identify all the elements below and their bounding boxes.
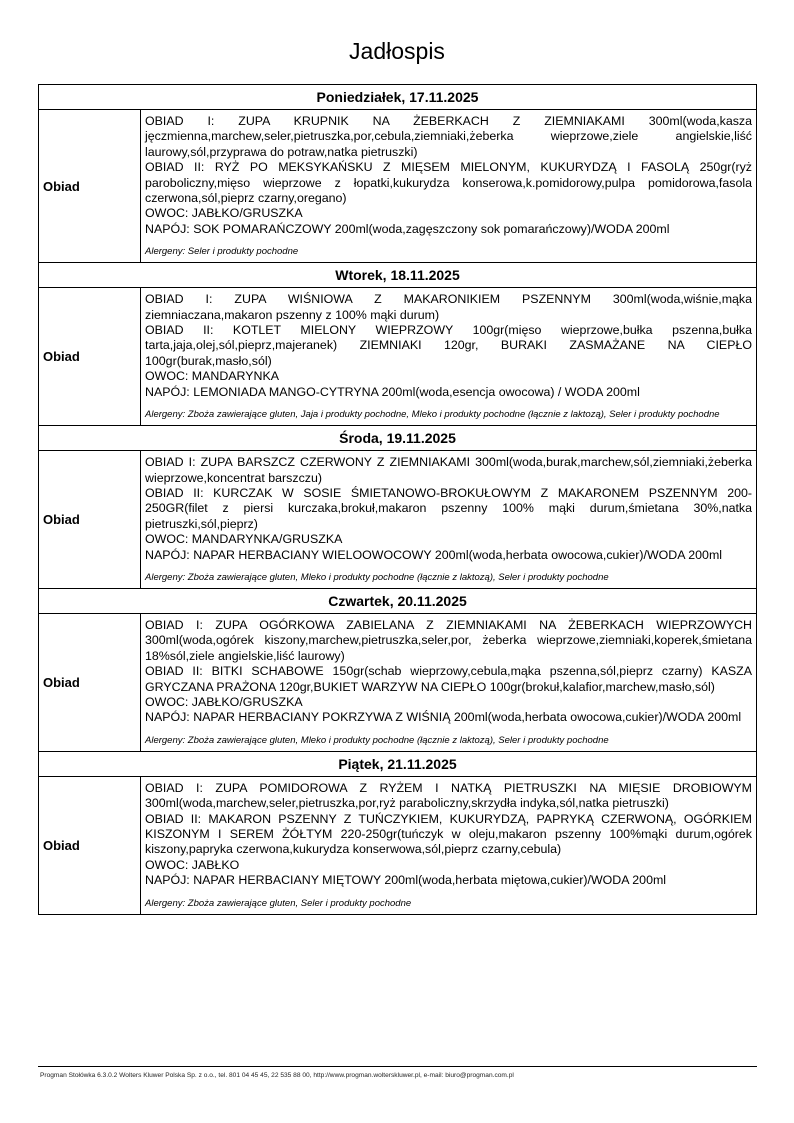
drink-line: NAPÓJ: NAPAR HERBACIANY MIĘTOWY 200ml(woda,herbata miętowa,cukier)/WODA 200ml: [145, 873, 667, 888]
meal-row: [39, 288, 757, 426]
fruit-line: OWOC: JABŁKO/GRUSZKA: [145, 694, 303, 709]
meal-content: [141, 288, 757, 426]
main-course-line: OBIAD II: KURCZAK W SOSIE ŚMIETANOWO-BROKUŁOWYM Z MAKARONEM PSZENNYM 200-250GR(filet z piersi kurczaka,brokuł,makaron pszenny 100% mąki durum,śmietana 30%,natka pietruszki,sól,pieprz): [145, 485, 752, 531]
main-course-line: OBIAD II: KOTLET MIELONY WIEPRZOWY 100gr(mięso wieprzowe,bułka pszenna,bułka tarta,jaja,olej,sól,pieprz,majeranek) ZIEMNIAKI 120gr, BURAKI ZASMAŻANE NA CIEPŁO 100gr(burak,masło,sól): [145, 323, 752, 368]
day-header: Poniedziałek, 17.11.2025: [39, 85, 757, 110]
drink-line: NAPÓJ: SOK POMARAŃCZOWY 200ml(woda,zagęszczony sok pomarańczowy)/WODA 200ml: [145, 221, 670, 236]
day-header: Czwartek, 20.11.2025: [39, 588, 757, 613]
soup-line: OBIAD I: ZUPA POMIDOROWA Z RYŻEM I NATKĄ PIETRUSZKI NA MIĘSIE DROBIOWYM 300ml(woda,marchew,seler,pietruszka,por,ryż paraboliczny,skrzydła indyka,sól,natka pietruszki): [145, 780, 752, 811]
meal-row: [39, 451, 757, 589]
menu-table: [38, 84, 757, 915]
allergens-note: Alergeny: Zboża zawierające gluten, Mleko i produkty pochodne (łącznie z laktozą), Seler i produkty pochodne: [145, 571, 609, 583]
main-course-line: OBIAD II: MAKARON PSZENNY Z TUŃCZYKIEM, KUKURYDZĄ, PAPRYKĄ CZERWONĄ, OGÓRKIEM KISZONYM I SEREM ŻÓŁTYM 220-250gr(tuńczyk w oleju,makaron pszenny 100%mąki durum,ogórek kiszony,papryka czerwona,kukurydza konserwowa,sól,pieprz czarny,cebula): [145, 811, 752, 857]
meal-content: [141, 613, 757, 751]
meal-content: [141, 776, 757, 914]
day-header-row: [39, 588, 757, 613]
footer-divider: [38, 1066, 757, 1067]
drink-line: NAPÓJ: NAPAR HERBACIANY WIELOOWOCOWY 200ml(woda,herbata owocowa,cukier)/WODA 200ml: [145, 547, 723, 562]
meal-label: Obiad: [39, 776, 141, 914]
day-header: Piątek, 21.11.2025: [39, 751, 757, 776]
fruit-line: OWOC: JABŁKO: [145, 857, 240, 872]
main-course-line: OBIAD II: BITKI SCHABOWE 150gr(schab wieprzowy,cebula,mąka pszenna,sól,pieprz czarny) KASZA GRYCZANA PRAŻONA 120gr,BUKIET WARZYW NA CIEPŁO 100gr(brokuł,kalafior,marchew,masło,sól): [145, 664, 752, 694]
day-header-row: [39, 85, 757, 110]
soup-line: OBIAD I: ZUPA OGÓRKOWA ZABIELANA Z ZIEMNIAKAMI NA ŻEBERKACH WIEPRZOWYCH 300ml(woda,ogórek kiszony,marchew,pietruszka,seler,por, żeberka wieprzowe,ziemniaki,koperek,śmietana 18%sól,ziele angielskie,liść laurowy): [145, 617, 752, 663]
fruit-line: OWOC: JABŁKO/GRUSZKA: [145, 206, 303, 221]
meal-label: Obiad: [39, 451, 141, 589]
day-header-row: [39, 751, 757, 776]
meal-content: [141, 451, 757, 589]
soup-line: OBIAD I: ZUPA KRUPNIK NA ŻEBERKACH Z ZIEMNIAKAMI 300ml(woda,kasza jęczmienna,marchew,seler,pietruszka,por,cebula,ziemniaki,żeberka wieprzowe,ziele angielskie,liść laurowy,sól,przyprawa do potraw,natka pietruszki): [145, 114, 752, 159]
allergens-note: Alergeny: Zboża zawierające gluten, Seler i produkty pochodne: [145, 897, 412, 909]
fruit-line: OWOC: MANDARYNKA/GRUSZKA: [145, 532, 343, 547]
footer-text: Progman Stołówka 6.3.0.2 Wolters Kluwer Polska Sp. z o.o., tel. 801 04 45 45, 22 535 88 00, http://www.progman.wolterskluwer.pl, e-mail: biuro@progman.com.pl: [40, 1072, 514, 1079]
meal-row: [39, 110, 757, 263]
day-header: Wtorek, 18.11.2025: [39, 263, 757, 288]
allergens-note: Alergeny: Zboża zawierające gluten, Jaja i produkty pochodne, Mleko i produkty pochodne (łącznie z laktozą), Seler i produkty pochodne: [145, 409, 720, 421]
meal-label: Obiad: [39, 110, 141, 263]
meal-label: Obiad: [39, 613, 141, 751]
meal-content: [141, 110, 757, 263]
meal-row: [39, 613, 757, 751]
allergens-note: Alergeny: Seler i produkty pochodne: [145, 246, 299, 258]
day-header: Środa, 19.11.2025: [39, 426, 757, 451]
meal-row: [39, 776, 757, 914]
drink-line: NAPÓJ: NAPAR HERBACIANY POKRZYWA Z WIŚNIĄ 200ml(woda,herbata owocowa,cukier)/WODA 200ml: [145, 710, 742, 725]
soup-line: OBIAD I: ZUPA WIŚNIOWA Z MAKARONIKIEM PSZENNYM 300ml(woda,wiśnie,mąka ziemniaczana,makaron pszenny z 100% mąki durum): [145, 292, 752, 322]
drink-line: NAPÓJ: LEMONIADA MANGO-CYTRYNA 200ml(woda,esencja owocowa) / WODA 200ml: [145, 384, 640, 399]
day-header-row: [39, 426, 757, 451]
main-course-line: OBIAD II: RYŻ PO MEKSYKAŃSKU Z MIĘSEM MIELONYM, KUKURYDZĄ I FASOLĄ 250gr(ryż paroboliczny,mięso wieprzowe z łopatki,kukurydza konserowa,k.pomidorowy,pulpa pomidorowa,fasola czerwona,sól,pieprz czarny,oregano): [145, 160, 752, 206]
meal-label: Obiad: [39, 288, 141, 426]
soup-line: OBIAD I: ZUPA BARSZCZ CZERWONY Z ZIEMNIAKAMI 300ml(woda,burak,marchew,sól,ziemniaki,żeberka wieprzowe,koncentrat barszczu): [145, 455, 752, 485]
fruit-line: OWOC: MANDARYNKA: [145, 369, 280, 384]
page-title: Jadłospis: [349, 38, 445, 64]
allergens-note: Alergeny: Zboża zawierające gluten, Mleko i produkty pochodne (łącznie z laktozą), Seler i produkty pochodne: [145, 734, 609, 746]
day-header-row: [39, 263, 757, 288]
